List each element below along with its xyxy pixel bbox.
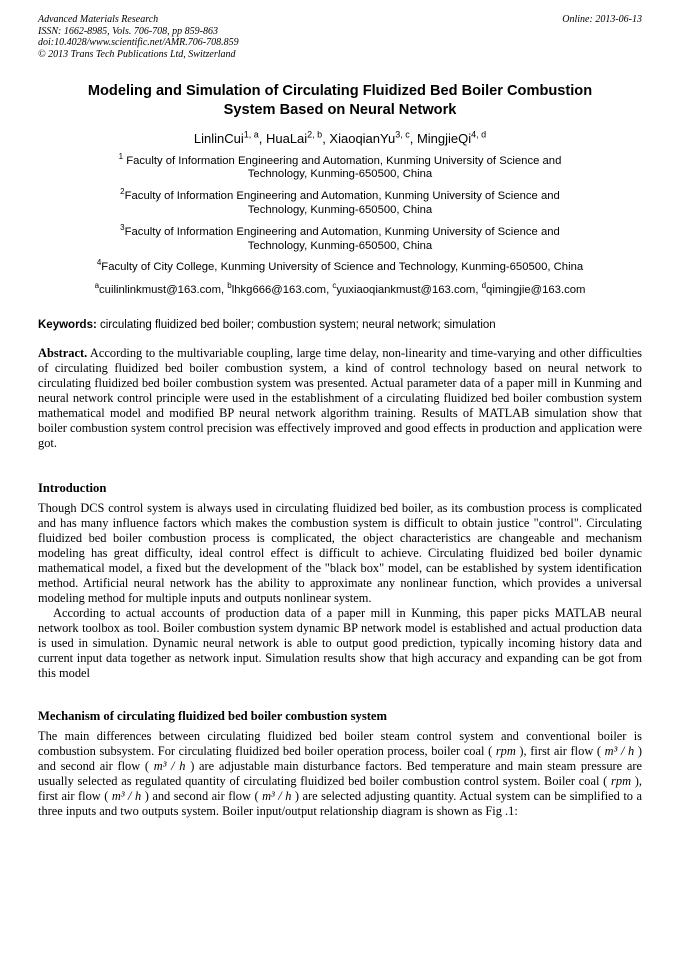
online-date: Online: 2013-06-13 — [562, 14, 642, 25]
keywords-text: circulating fluidized bed boiler; combustion system; neural network; simulation — [100, 318, 496, 331]
affiliation-text: Faculty of Information Engineering and Automation, Kunming University of Science and — [124, 225, 560, 238]
paper-title-line2: System Based on Neural Network — [223, 101, 457, 118]
journal-issn-line: ISSN: 1662-8985, Vols. 706-708, pp 859-863 — [38, 25, 218, 37]
journal-name: Advanced Materials Research — [38, 14, 159, 25]
mechanism-text-segment: ), first air flow ( — [515, 743, 605, 758]
inline-math-flow: m³ / h — [604, 743, 635, 758]
abstract — [38, 346, 642, 451]
author-name: LinlinCui — [193, 130, 244, 146]
affiliation-text: Technology, Kunming-650500, China — [247, 203, 433, 216]
email-address: cuilinlinkmust@163.com, — [99, 284, 228, 297]
introduction-paragraph-1: Though DCS control system is always used in circulating fluidized bed boiler, as its combustion process is complicated and has many influence factors which makes the combustion system is difficult to obtain justice "control". Circulating fluidized bed boiler combustion process is complicated, the object characteristics are changeable and mechanism modeling has great difficulty, ideal control effect is difficult to achieve. Circulating fluidized bed boiler dynamic mathematical model, a fixed but the development of the "black box" model, can be established by system identification method. Artificial neural network has the ability to approximate any nonlinear function, which provides a universal modeling method for multiple inputs and outputs nonlinear system. — [38, 500, 642, 605]
author-separator: , — [258, 130, 266, 146]
introduction-paragraph-2: According to actual accounts of production data of a paper mill in Kunming, this paper picks MATLAB neural network toolbox as tool. Boiler combustion system dynamic BP network model is established and actual production data is used in simulation. Dynamic neural network is able to output good prediction, typically incoming history data and current input data together as network input. Simulation results show that high accuracy and expanding can be got from this model — [38, 605, 642, 680]
affiliation-number: 3 — [120, 222, 125, 232]
affiliation-text: Technology, Kunming-650500, China — [247, 239, 433, 252]
author-name: MingjieQi — [416, 130, 472, 146]
author-separator: , — [409, 130, 417, 146]
abstract-text: According to the multivariable coupling, large time delay, non-linearity and time-varying and other difficulties of circulating fluidized bed boiler combustion system, a kind of control technology based on neural network to circulating fluidized bed boiler combustion system was presented. Actual parameter data of a paper mill in Kunming and neural network control principle were used in the establishment of a circulating fluidized bed boiler combustion system mathematical model and modified BP neural network algorithm training. Results of MATLAB simulation show that boiler combustion system control precision was effectively improved and good effects in production and application were got. — [38, 345, 642, 450]
email-mark: c — [332, 281, 337, 291]
author-name: HuaLai — [265, 130, 308, 146]
author-affil-mark: 4, d — [471, 129, 487, 140]
author-affil-mark: 3, c — [395, 129, 410, 140]
email-address: lhkg666@163.com, — [231, 284, 333, 297]
mechanism-text-segment: ) are selected adjusting quantity. Actual system can be simplified to a three inputs and two outputs system. Boiler input/output relationship diagram is shown as Fig .1: — [38, 788, 642, 818]
inline-math-flow: m³ / h — [262, 788, 292, 803]
author-affil-mark: 2, b — [307, 129, 323, 140]
journal-info-block — [38, 14, 239, 60]
affiliation-2 — [38, 187, 642, 218]
email-mark: a — [94, 281, 100, 291]
paper-title — [38, 82, 642, 119]
section-heading-mechanism: Mechanism of circulating fluidized bed boiler combustion system — [38, 708, 388, 723]
email-address: yuxiaoqiankmust@163.com, — [336, 284, 482, 297]
affiliation-text: Faculty of Information Engineering and Automation, Kunming University of Science and — [123, 154, 562, 167]
author-name: XiaoqianYu — [329, 130, 396, 146]
affiliation-text: Faculty of City College, Kunming University of Science and Technology, Kunming-650500, China — [101, 261, 584, 274]
affiliation-number: 4 — [96, 258, 102, 268]
author-emails — [38, 281, 642, 298]
affiliation-line — [38, 187, 642, 204]
email-mark: d — [481, 281, 487, 291]
mechanism-text-segment: ) are adjustable main disturbance factors. Bed temperature and main steam pressure are usually selected as regulated quantity of circulating fluidized bed boiler combustion control system. Boiler coal ( — [38, 758, 643, 788]
inline-math-rpm: rpm — [611, 773, 632, 788]
mechanism-text-segment: ), first air flow ( — [38, 773, 642, 803]
author-affil-mark: 1, a — [243, 129, 259, 140]
journal-copyright-line: © 2013 Trans Tech Publications Ltd, Switzerland — [38, 48, 236, 60]
author-separator: , — [322, 130, 330, 146]
keywords-label: Keywords: — [38, 318, 97, 331]
affiliation-text: Technology, Kunming-650500, China — [247, 168, 433, 181]
mechanism-text-segment: ) and second air flow ( — [141, 788, 263, 803]
affiliation-line — [38, 151, 642, 169]
email-address: qimingjie@163.com — [486, 284, 586, 297]
email-mark: b — [227, 281, 232, 291]
inline-math-flow: m³ / h — [111, 788, 142, 803]
affiliation-3 — [38, 222, 642, 254]
affiliation-number: 2 — [120, 187, 125, 197]
author-line — [38, 131, 642, 147]
inline-math-flow: m³ / h — [153, 758, 186, 773]
keywords-line — [38, 318, 642, 332]
affiliation-line — [38, 258, 642, 275]
affiliation-1 — [38, 151, 642, 183]
inline-math-rpm: rpm — [495, 743, 516, 758]
affiliation-4 — [38, 258, 642, 275]
section-heading-introduction: Introduction — [38, 480, 107, 495]
mechanism-paragraph — [38, 729, 642, 819]
journal-doi-line: doi:10.4028/www.scientific.net/AMR.706-708.859 — [38, 37, 239, 49]
affiliation-line — [38, 222, 642, 240]
affiliation-text: Faculty of Information Engineering and Automation, Kunming University of Science and — [124, 190, 560, 203]
journal-header — [38, 14, 642, 60]
paper-title-line1: Modeling and Simulation of Circulating Fluidized Bed Boiler Combustion — [87, 83, 593, 100]
mechanism-text-segment: The main differences between circulating fluidized bed boiler steam control system and conventional boiler is combustion subsystem. For circulating fluidized bed boiler operation process, boiler coal ( — [38, 728, 642, 758]
affiliation-number: 1 — [118, 151, 124, 161]
abstract-label: Abstract. — [38, 345, 88, 360]
mechanism-text-segment: ) and second air flow ( — [38, 743, 642, 773]
